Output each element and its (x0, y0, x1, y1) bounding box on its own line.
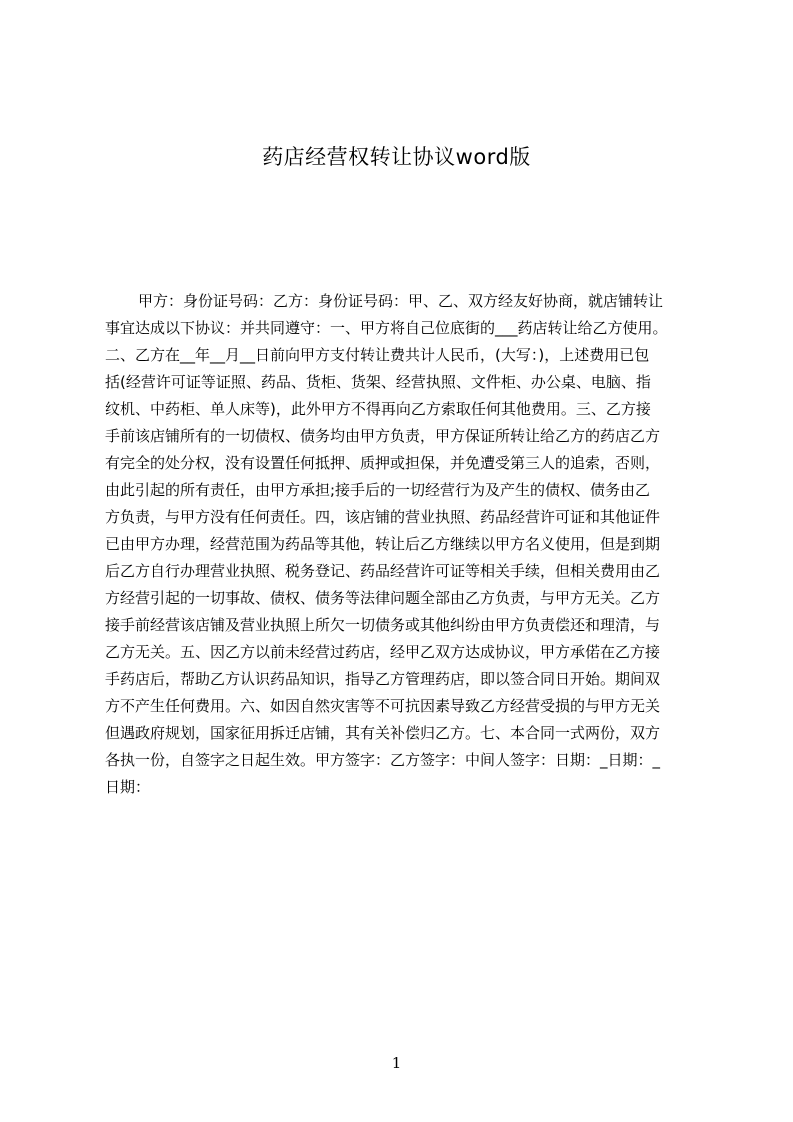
body-line: 后乙方自行办理营业执照、税务登记、药品经营许可证等相关手续，但相关费用由乙 (105, 562, 661, 580)
body-line: 方负责，与甲方没有任何责任。四，该店铺的营业执照、药品经营许可证和其他证件 (105, 508, 661, 526)
body-line: 纹机、中药柜、单人床等)，此外甲方不得再向乙方索取任何其他费用。三、乙方接 (105, 400, 651, 418)
body-line: 但遇政府规划，国家征用拆迁店铺，其有关补偿归乙方。七、本合同一式两份，双方 (105, 724, 661, 742)
body-line: 事宜达成以下协议：并共同遵守：一、甲方将自己位底街的___药店转让给乙方使用。 (105, 319, 668, 337)
body-line: 有完全的处分权，没有设置任何抵押、质押或担保，并免遭受第三人的追索，否则， (105, 454, 661, 472)
body-line: 手药店后，帮助乙方认识药品知识，指导乙方管理药店，即以签合同日开始。期间双 (105, 670, 661, 688)
body-line: 由此引起的所有责任，由甲方承担;接手后的一切经营行为及产生的债权、债务由乙 (105, 481, 651, 499)
body-line: 方不产生任何费用。六、如因自然灾害等不可抗因素导致乙方经营受损的与甲方无关 (105, 697, 661, 715)
body-line: 各执一份，自签字之日起生效。甲方签字：乙方签字：中间人签字：日期：_日期：_ (105, 751, 661, 769)
body-line: 已由甲方办理，经营范围为药品等其他，转让后乙方继续以甲方名义使用，但是到期 (105, 535, 661, 553)
body-line: 方经营引起的一切事故、债权、债务等法律问题全部由乙方负责，与甲方无关。乙方 (105, 589, 661, 607)
body-line: 括(经营许可证等证照、药品、货柜、货架、经营执照、文件柜、办公桌、电脑、指 (105, 373, 651, 391)
body-line: 接手前经营该店铺及营业执照上所欠一切债务或其他纠纷由甲方负责偿还和理清，与 (105, 616, 661, 634)
document-body (105, 288, 697, 801)
body-line: 二、乙方在__年__月__日前向甲方支付转让费共计人民币，(大写：)，上述费用已包 (105, 346, 650, 364)
body-line: 乙方无关。五、因乙方以前未经营过药店，经甲乙双方达成协议，甲方承偌在乙方接 (105, 643, 661, 661)
page-number: 1 (391, 1054, 402, 1072)
body-line: 手前该店铺所有的一切债权、债务均由甲方负责，甲方保证所转让给乙方的药店乙方 (105, 427, 661, 445)
body-line: 日期： (105, 778, 151, 796)
body-line: 甲方：身份证号码：乙方：身份证号码：甲、乙、双方经友好协商，就店铺转让 (138, 292, 664, 310)
document-title: 药店经营权转让协议word版 (262, 145, 531, 169)
